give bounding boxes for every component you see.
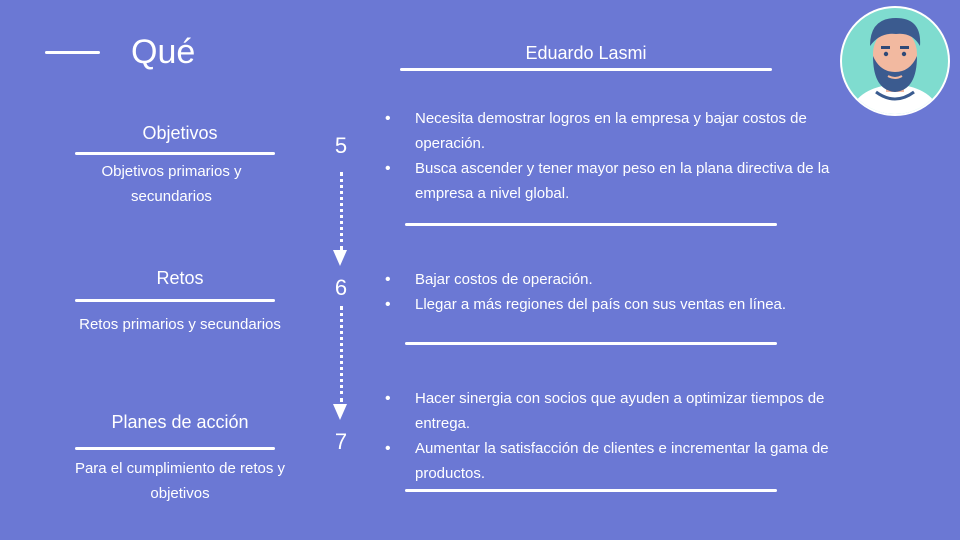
arrow-down-icon: [333, 404, 347, 420]
list-item: • Llegar a más regiones del país con sus ventas en línea.: [385, 292, 875, 317]
persona-name-underline: [400, 68, 772, 71]
section-description-retos: Retos primarios y secundarios: [79, 316, 281, 333]
timeline-dots-1: [340, 172, 343, 250]
bullet-list-objetivos: [385, 106, 875, 206]
section-label-objetivos: Objetivos: [142, 123, 218, 143]
step-number-6: 6: [334, 275, 348, 300]
list-item: • Necesita demostrar logros en la empresa y bajar costos de operación.: [385, 106, 875, 156]
arrow-down-icon: [333, 250, 347, 266]
section-description-objetivos: Objetivos primarios y secundarios: [101, 163, 242, 205]
bullet-list-retos: [385, 267, 875, 317]
list-item: • Busca ascender y tener mayor peso en la plana directiva de la empresa a nivel global.: [385, 156, 875, 206]
bearded-man-avatar-icon: [840, 6, 950, 116]
section-underline-retos: [75, 299, 275, 302]
section-description-planes: Para el cumplimiento de retos y objetivos: [74, 460, 286, 502]
list-item: • Hacer sinergia con socios que ayuden a optimizar tiempos de entrega.: [385, 386, 875, 436]
page-title: Qué: [131, 33, 196, 71]
list-item: • Aumentar la satisfacción de clientes e incrementar la gama de productos.: [385, 436, 875, 486]
section-label-retos: Retos: [156, 268, 204, 288]
bullet-divider-objetivos: [405, 223, 777, 226]
step-number-7: 7: [334, 429, 348, 454]
timeline-dots-2: [340, 306, 343, 402]
bullet-list-planes: [385, 386, 875, 486]
bullet-divider-retos: [405, 342, 777, 345]
title-dash: [45, 51, 100, 54]
bullet-divider-planes: [405, 489, 777, 492]
list-item: • Bajar costos de operación.: [385, 267, 875, 292]
section-underline-planes: [75, 447, 275, 450]
section-label-planes: Planes de acción: [111, 412, 249, 432]
step-number-5: 5: [334, 133, 348, 158]
section-underline-objetivos: [75, 152, 275, 155]
persona-name: Eduardo Lasmi: [525, 43, 647, 63]
avatar: [840, 6, 950, 116]
